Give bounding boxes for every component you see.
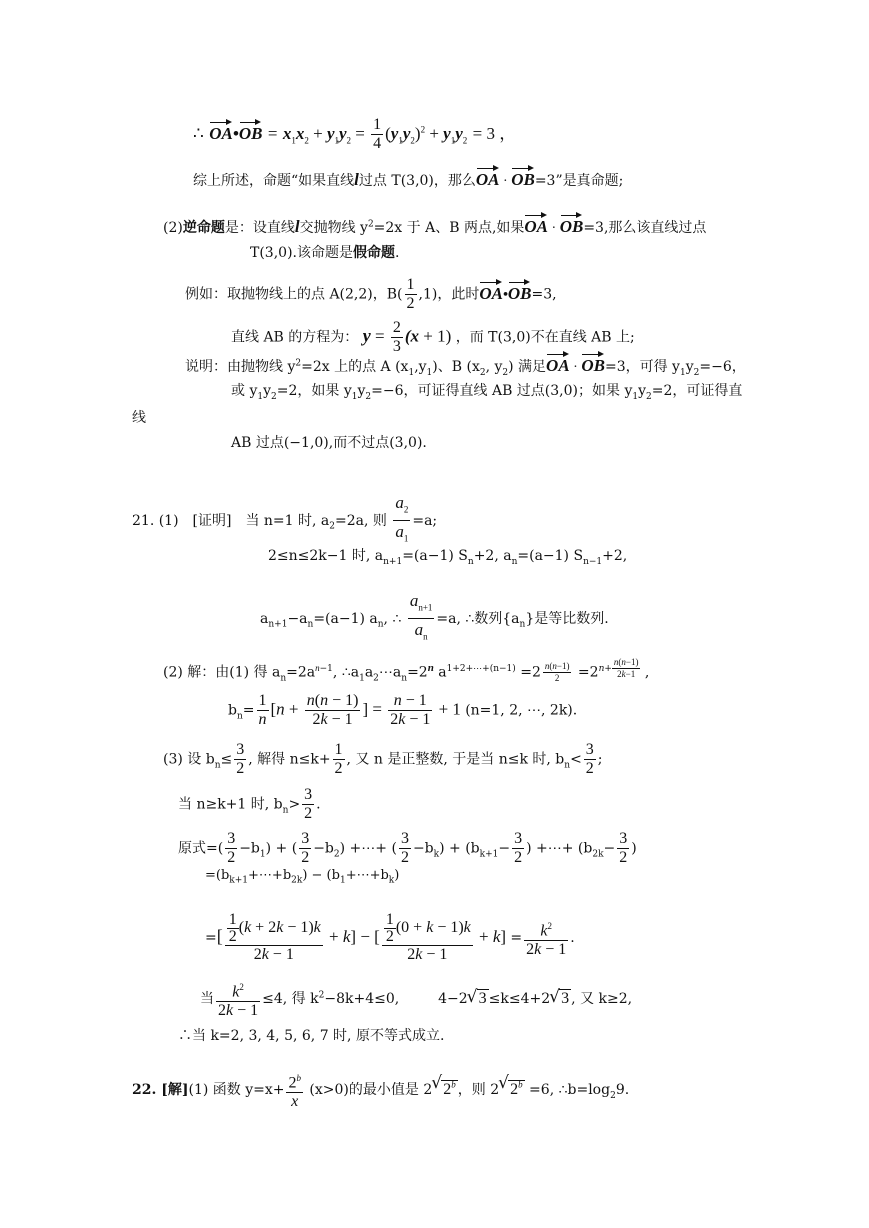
q21-conclusion: ∴当 k=2, 3, 4, 5, 6, 7 时, 原不等式成立.: [178, 1028, 445, 1044]
vector-oa: OA: [209, 120, 233, 144]
line-wrap: 线: [132, 410, 146, 426]
line-false-proposition: T(3,0).该命题是假命题.: [250, 245, 400, 261]
therefore-symbol: ∴: [193, 124, 204, 144]
line-explanation-2: 或 $y_1y_2=2$，如果 $y_1y_2=-6$，可证得直线 AB 过点(3,0)；如果 $y_1y_2=2$，可证得直: [231, 383, 743, 402]
q21-line2: 2≤n≤2k−1 时, $a_{n+1}=(a-1)$ $S_n+2$, $a_n=(a-1)$ $S_{n-1}+2$,: [268, 548, 628, 567]
q21-sum-line2: $=(b_{k+1}+\cdots+b_{2k})$ − $(b_1+\cdots+b_k)$: [205, 868, 400, 886]
line-summary: 综上所述，命题“如果直线l过点 T(3,0)，那么OA · OB=3”是真命题;: [193, 166, 623, 192]
vector-ob: OB: [239, 120, 263, 144]
fraction-one-quarter: $\frac{1}{4}$: [373, 116, 382, 152]
line-ab-point: AB 过点(−1,0),而不过点(3,0).: [231, 435, 427, 451]
q21-sum-result: =[ $\frac{1}{2}$ (k + 2k − 1)k 2k − 1 + k] − [ $\frac{1}{2}$ (0 + k − 1)k 2k − 1 + k] = $\frac{k^2}{2k - 1}$ .: [205, 911, 575, 963]
q21-condition: 当 $\frac{k^2}{2k - 1}$ ≤4, 得 $k^2-8k+4\le 0$, 4−2√ 3 ≤k≤4+2√ 3 , 又 k≥2,: [200, 978, 632, 1020]
q22-part1: 22. [解](1) 函数 y=x+ $\frac{2^b}{x}$ (x>0)的最小值是 2√ 2$^b$ ，则 2√ $2^b =6$, $\therefore b=\log_29$.: [132, 1069, 629, 1111]
line-example: 例如：取抛物线上的点 A(2,2)，B( $\frac{1}{2}$ ,1)，此时OA•OB=3,: [185, 276, 557, 312]
q21-part2: (2) 解：由(1) 得 $a_n=2a^{n-1}$, $\therefore a_1a_2\cdots a_n=2^n$ $a^{1+2+\cdots+(n-1)} =2$ $\frac{n(n-1)}{2}$ $=2^{n+ \frac{n(n-1)}{2k-1}}$ ,: [163, 657, 650, 684]
q21-line3: $a_{n+1}-a_n=(a-1)$ $a_n$, ∴ $\frac{a_{n+1}}{a_n}$ =a, ∴数列$\{a_n\}$是等比数列.: [260, 591, 609, 642]
line-oa-ob-product: ∴ OA•OB = $x_1x_2 + y_1y_2$ = $\frac{1}{4}$ $(y_1y_2)^2 + y_1y_2 = 3$ ，: [193, 116, 517, 152]
line-explanation: 说明：由抛物线 $y^2=2x$ 上的点 A $(x_1,y_1)$、B ($x_2$, $y_2$) 满足OA · OB=3，可得 $y_1y_2=-6$，: [185, 352, 746, 383]
q21-bn-formula: $b_n=$ $\frac{1}{n}$ [n + $\frac{n(n - 1)}{2k - 1}$ ] = $\frac{n - 1}{2k - 1}$ + 1 (n=1, 2, ⋯, 2k).: [228, 692, 578, 728]
line-converse: (2)逆命题是：设直线l交抛物线 $y^2=2x$ 于 A、B 两点,如果OA · OB=3,那么该直线过点: [163, 213, 706, 239]
q21-part1: 21. (1) [证明] 当 n=1 时, $a_2=2a$, 则 $\frac{a_2}{a_1}$ =a;: [132, 493, 438, 544]
q21-part3: (3) 设 $b_n\le$ $\frac{3}{2}$ , 解得 n≤k+ $\frac{1}{2}$ , 又 n 是正整数, 于是当 n≤k 时, $b_n<$ $\frac{3}{2}$ ;: [163, 741, 603, 777]
line-ab-equation: 直线 AB 的方程为： y = $\frac{2}{3}$ (x + 1) ，而 T(3,0)不在直线 AB 上;: [231, 319, 635, 355]
q21-original-sum: 原式=( $\frac{3}{2}$ $-b_1$) + ( $\frac{3}{2}$ $-b_2$) +⋯+ ( $\frac{3}{2}$ $-b_k) + (b_{k+1}-$ $\frac{3}{2}$ ) +⋯+ ($b_{2k}-$ $\frac{3}{2}$ ): [178, 830, 637, 866]
q21-part3-line2: 当 n≥k+1 时, $b_n>$ $\frac{3}{2}$ .: [178, 786, 321, 822]
